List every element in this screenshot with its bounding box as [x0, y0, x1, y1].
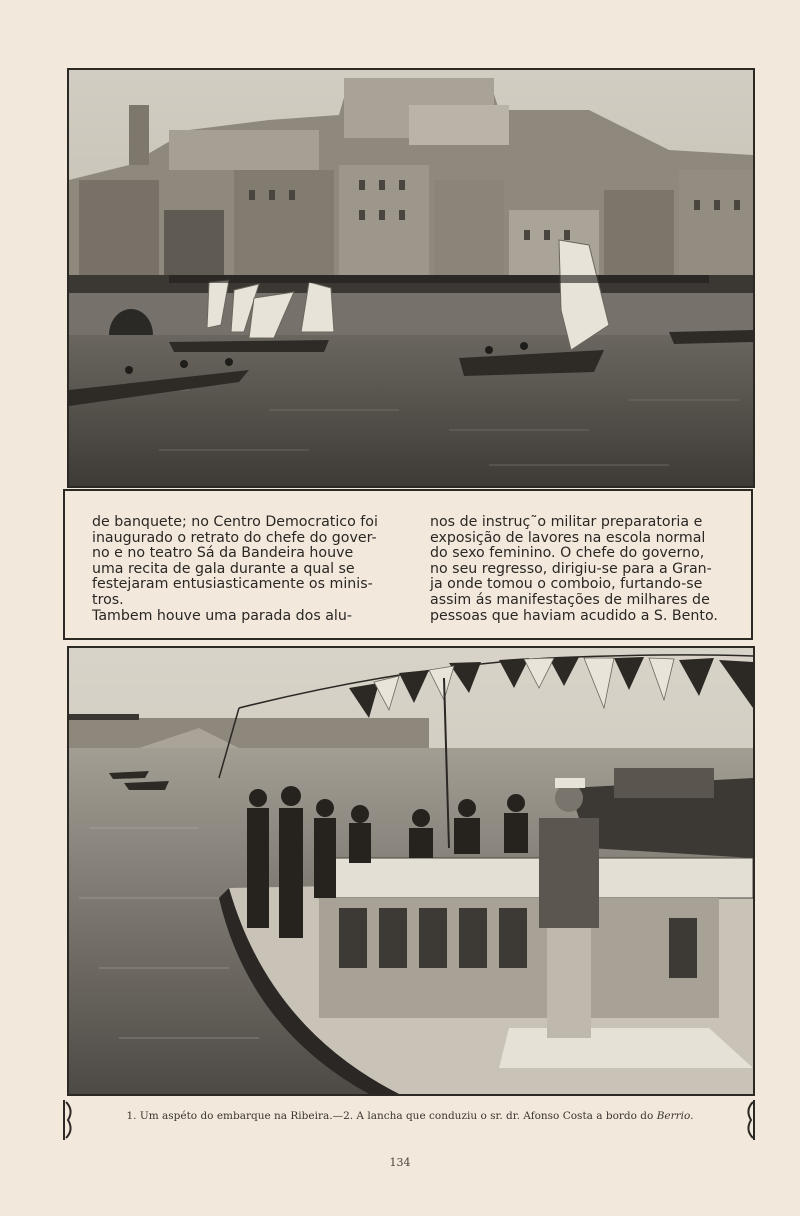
- article-paragraph-left: de banquete; no Centro Democratico foi inaugurado o retrato do chefe do gover- no e no teatro Sá da Bandeira houve uma recita de gala durante a qual se festejaram entusiasticamente os minis- tros. Tambem houve uma parada dos alu-: [92, 514, 378, 624]
- photo-caption: [63, 1110, 757, 1122]
- photo-ribeira-illustration: [69, 70, 753, 486]
- photo-launch-afonso-costa: [67, 646, 755, 1096]
- photo-caption-main: 1. Um aspéto do embarque na Ribeira.—2. A lancha que conduziu o sr. dr. Afonso Costa a bordo do: [126, 1110, 657, 1122]
- article-column-right: [430, 515, 728, 624]
- photo-caption-ship-name: Berrio.: [656, 1110, 694, 1122]
- article-column-left: [92, 515, 390, 624]
- photo-ribeira-embarkation: [67, 68, 755, 488]
- article-paragraph-right: nos de instruç˜o militar preparatoria e exposição de lavores na escola normal do sexo feminino. O chefe do governo, no seu regresso, dirigiu-se para a Gran- ja onde tomou o comboio, furtando-se assim ás manifestações de milhares de pessoas que haviam acudido a S. Bento.: [430, 514, 718, 624]
- page-number: 134: [389, 1156, 411, 1169]
- article-text-box: [63, 489, 753, 640]
- photo-launch-illustration: [69, 648, 753, 1094]
- page-frame: [63, 64, 757, 1142]
